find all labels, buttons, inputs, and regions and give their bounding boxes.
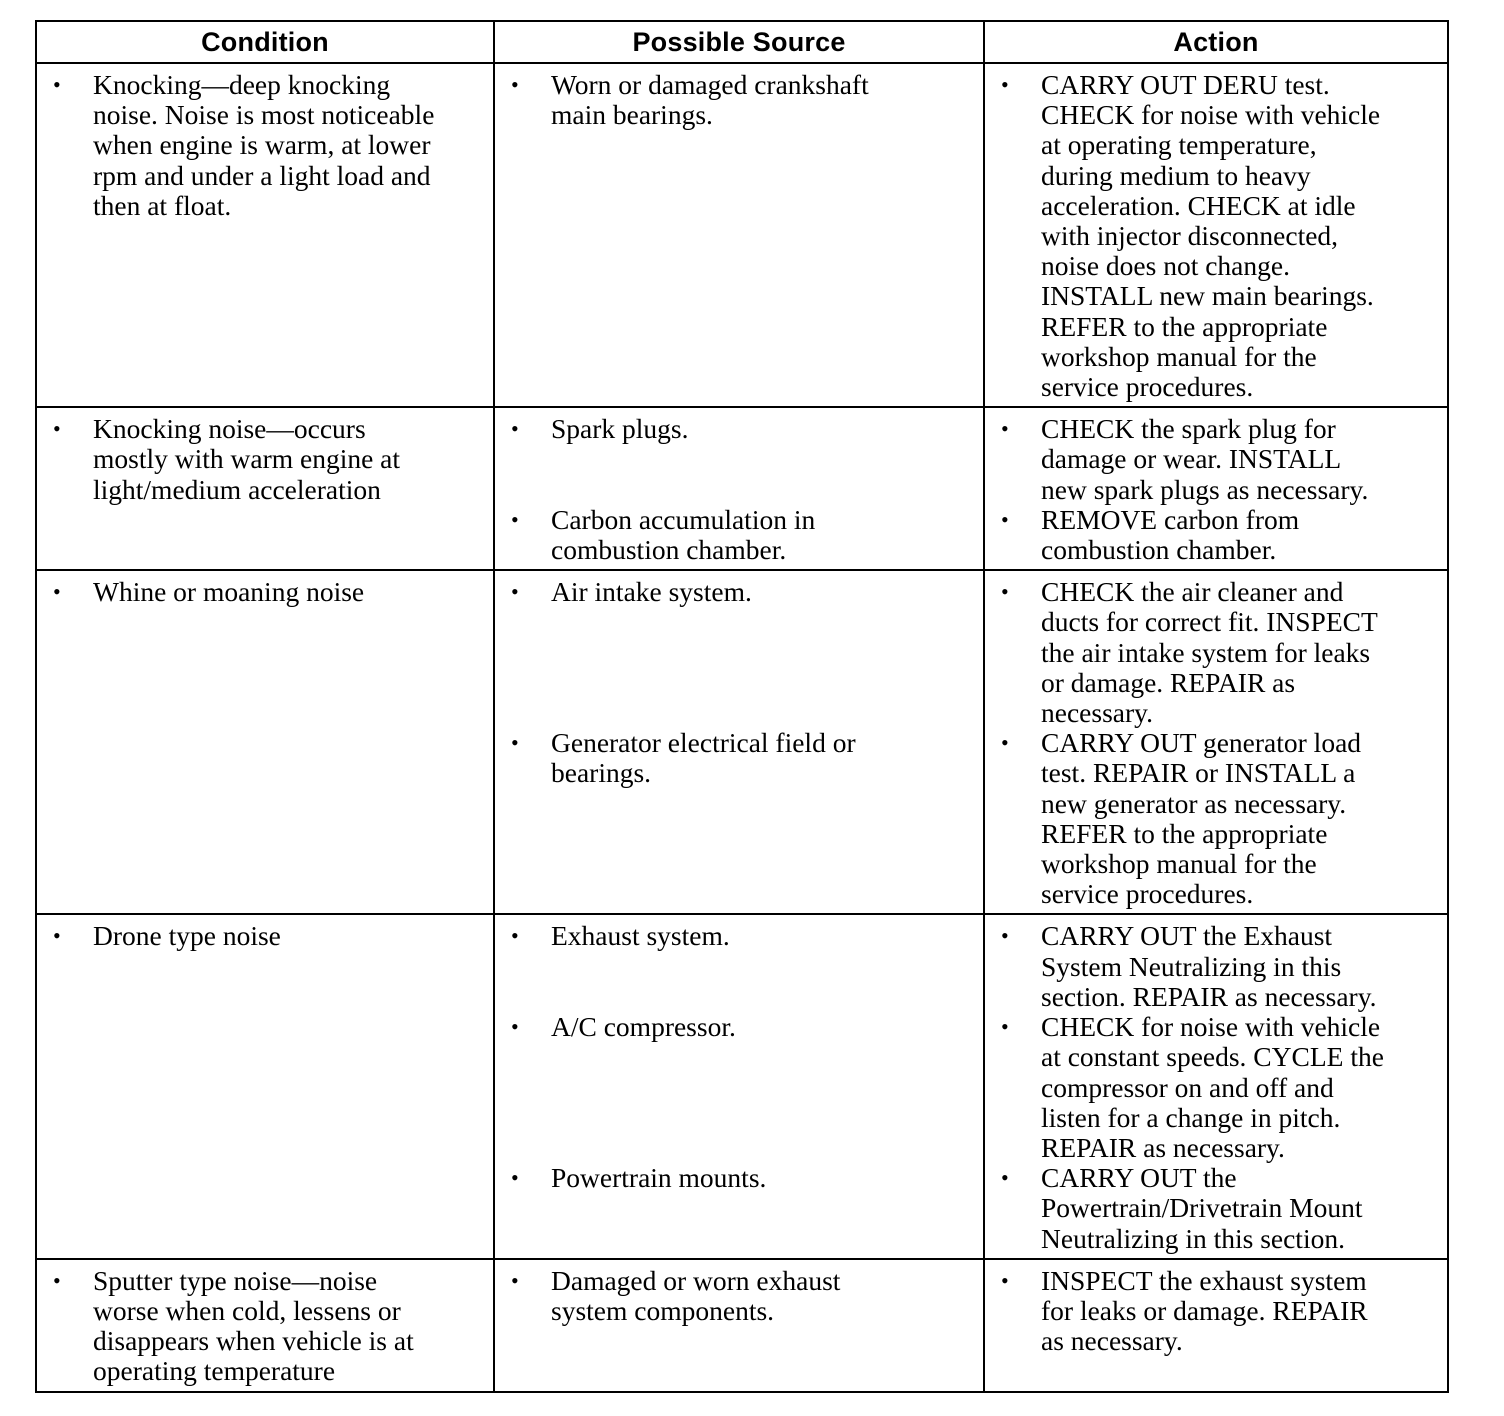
source-item	[501, 414, 977, 444]
bullet-icon: •	[1001, 579, 1009, 605]
text-line: at constant speeds. CYCLE the	[1041, 1041, 1384, 1073]
source-item	[501, 70, 977, 130]
text-line: light/medium acceleration	[93, 473, 381, 505]
text-line: System Neutralizing in this	[1041, 950, 1342, 982]
text-line: for leaks or damage. REPAIR	[1041, 1294, 1368, 1326]
condition-cell	[36, 1259, 494, 1392]
action-item	[991, 505, 1441, 565]
action-item	[991, 1266, 1441, 1357]
header-possible-source: Possible Source	[494, 21, 984, 63]
text-line: then at float.	[93, 189, 232, 221]
text-line: worse when cold, lessens or	[93, 1294, 401, 1326]
header-condition: Condition	[36, 21, 494, 63]
text-line: CHECK for noise with vehicle	[1041, 1011, 1381, 1043]
possible-source-cell	[494, 407, 984, 570]
condition-list	[43, 1266, 487, 1387]
bullet-icon: •	[1001, 1267, 1009, 1293]
action-item	[991, 414, 1441, 505]
text-line: combustion chamber.	[1041, 534, 1277, 566]
text-line: Exhaust system.	[551, 920, 730, 952]
diagnosis-table-container	[35, 20, 1447, 1393]
text-line: system components.	[551, 1294, 775, 1326]
action-cell	[984, 570, 1448, 914]
action-item	[991, 577, 1441, 728]
text-line: REMOVE carbon from	[1041, 503, 1300, 535]
text-line: section. REPAIR as necessary.	[1041, 980, 1377, 1012]
text-line: REPAIR as necessary.	[1041, 1131, 1285, 1163]
bullet-icon: •	[511, 1014, 519, 1040]
source-list	[501, 414, 977, 565]
text-line: INSPECT the exhaust system	[1041, 1264, 1367, 1296]
bullet-icon: •	[1001, 72, 1009, 97]
text-line: Knocking noise—occurs	[93, 413, 366, 445]
source-item	[501, 1163, 977, 1193]
table-body	[36, 63, 1448, 1392]
text-line: necessary.	[1041, 697, 1153, 729]
action-cell	[984, 914, 1448, 1258]
text-line: CHECK for noise with vehicle	[1041, 99, 1381, 131]
condition-list	[43, 414, 487, 505]
condition-item	[43, 577, 487, 607]
condition-item	[43, 921, 487, 951]
text-line: service procedures.	[1041, 878, 1254, 910]
text-line: test. REPAIR or INSTALL a	[1041, 757, 1356, 789]
text-line: bearings.	[551, 757, 652, 789]
header-row	[36, 21, 1448, 63]
text-line: noise. Noise is most noticeable	[93, 99, 435, 131]
text-line: listen for a change in pitch.	[1041, 1101, 1341, 1133]
text-line: or damage. REPAIR as	[1041, 666, 1296, 698]
header-action: Action	[984, 21, 1448, 63]
text-line: compressor on and off and	[1041, 1071, 1334, 1103]
text-line: Carbon accumulation in	[551, 503, 816, 535]
source-list	[501, 1266, 977, 1326]
bullet-icon: •	[511, 1165, 519, 1191]
bullet-icon: •	[511, 730, 519, 756]
text-line: REFER to the appropriate	[1041, 817, 1328, 849]
possible-source-cell	[494, 914, 984, 1258]
text-line: when engine is warm, at lower	[93, 129, 431, 161]
condition-cell	[36, 407, 494, 570]
text-line: acceleration. CHECK at idle	[1041, 189, 1356, 221]
action-item	[991, 921, 1441, 1012]
condition-list	[43, 921, 487, 951]
condition-cell	[36, 914, 494, 1258]
text-line: Powertrain mounts.	[551, 1162, 767, 1194]
text-line: Neutralizing in this section.	[1041, 1222, 1345, 1254]
action-item	[991, 1163, 1441, 1254]
source-item	[501, 505, 977, 565]
source-item	[501, 921, 977, 951]
bullet-icon: •	[1001, 506, 1009, 532]
table-header	[36, 21, 1448, 63]
text-line: Whine or moaning noise	[93, 576, 365, 608]
source-list	[501, 921, 977, 1193]
text-line: Air intake system.	[551, 576, 752, 608]
condition-item	[43, 1266, 487, 1387]
action-cell	[984, 63, 1448, 407]
possible-source-cell	[494, 570, 984, 914]
action-list	[991, 577, 1441, 909]
text-line: CARRY OUT the	[1041, 1162, 1237, 1194]
bullet-icon: •	[53, 579, 61, 605]
text-line: rpm and under a light load and	[93, 159, 431, 191]
source-list	[501, 577, 977, 788]
text-line: CARRY OUT DERU test.	[1041, 69, 1330, 100]
action-list	[991, 1266, 1441, 1357]
condition-list	[43, 577, 487, 607]
text-line: at operating temperature,	[1041, 129, 1317, 161]
diagnosis-table	[35, 20, 1449, 1393]
text-line: new spark plugs as necessary.	[1041, 473, 1369, 505]
bullet-icon: •	[1001, 1014, 1009, 1040]
source-item	[501, 728, 977, 788]
bullet-icon: •	[511, 1267, 519, 1293]
text-line: damage or wear. INSTALL	[1041, 443, 1342, 475]
text-line: disappears when vehicle is at	[93, 1325, 414, 1357]
source-item	[501, 1012, 977, 1042]
text-line: REFER to the appropriate	[1041, 310, 1328, 342]
bullet-icon: •	[53, 1267, 61, 1293]
source-item	[501, 577, 977, 607]
text-line: as necessary.	[1041, 1325, 1183, 1357]
text-line: Sputter type noise—noise	[93, 1264, 378, 1296]
text-line: operating temperature	[93, 1355, 336, 1387]
bullet-icon: •	[511, 72, 519, 97]
text-line: A/C compressor.	[551, 1011, 736, 1043]
action-item	[991, 728, 1441, 909]
action-cell	[984, 1259, 1448, 1392]
bullet-icon: •	[511, 923, 519, 949]
text-line: the air intake system for leaks	[1041, 636, 1371, 668]
possible-source-cell	[494, 63, 984, 407]
table-row	[36, 570, 1448, 914]
text-line: INSTALL new main bearings.	[1041, 280, 1374, 312]
condition-cell	[36, 570, 494, 914]
table-row	[36, 407, 1448, 570]
bullet-icon: •	[511, 579, 519, 605]
text-line: workshop manual for the	[1041, 340, 1317, 372]
text-line: during medium to heavy	[1041, 159, 1311, 191]
condition-cell	[36, 63, 494, 407]
text-line: Damaged or worn exhaust	[551, 1264, 841, 1296]
source-item	[501, 1266, 977, 1326]
source-list	[501, 70, 977, 130]
condition-item	[43, 414, 487, 505]
text-line: noise does not change.	[1041, 250, 1290, 282]
bullet-icon: •	[53, 923, 61, 949]
action-item	[991, 70, 1441, 402]
text-line: Worn or damaged crankshaft	[551, 69, 869, 100]
action-cell	[984, 407, 1448, 570]
bullet-icon: •	[511, 416, 519, 442]
bullet-icon: •	[1001, 730, 1009, 756]
text-line: CARRY OUT generator load	[1041, 727, 1362, 759]
text-line: CHECK the spark plug for	[1041, 413, 1336, 445]
bullet-icon: •	[53, 72, 61, 97]
text-line: service procedures.	[1041, 371, 1254, 403]
action-list	[991, 921, 1441, 1253]
possible-source-cell	[494, 1259, 984, 1392]
table-row	[36, 1259, 1448, 1392]
text-line: combustion chamber.	[551, 534, 787, 566]
text-line: Generator electrical field or	[551, 727, 856, 759]
bullet-icon: •	[1001, 1165, 1009, 1191]
bullet-icon: •	[1001, 923, 1009, 949]
text-line: CARRY OUT the Exhaust	[1041, 920, 1333, 952]
bullet-icon: •	[1001, 416, 1009, 442]
condition-item	[43, 70, 487, 221]
text-line: mostly with warm engine at	[93, 443, 401, 475]
text-line: ducts for correct fit. INSPECT	[1041, 606, 1378, 638]
text-line: main bearings.	[551, 99, 713, 131]
table-row	[36, 63, 1448, 407]
bullet-icon: •	[53, 416, 61, 442]
text-line: workshop manual for the	[1041, 848, 1317, 880]
bullet-icon: •	[511, 506, 519, 532]
action-list	[991, 70, 1441, 402]
action-item	[991, 1012, 1441, 1163]
text-line: with injector disconnected,	[1041, 220, 1339, 252]
text-line: new generator as necessary.	[1041, 787, 1347, 819]
text-line: CHECK the air cleaner and	[1041, 576, 1344, 608]
text-line: Drone type noise	[93, 920, 281, 952]
condition-list	[43, 70, 487, 221]
text-line: Knocking—deep knocking	[93, 69, 391, 100]
text-line: Spark plugs.	[551, 413, 689, 445]
text-line: Powertrain/Drivetrain Mount	[1041, 1192, 1363, 1224]
table-row	[36, 914, 1448, 1258]
action-list	[991, 414, 1441, 565]
